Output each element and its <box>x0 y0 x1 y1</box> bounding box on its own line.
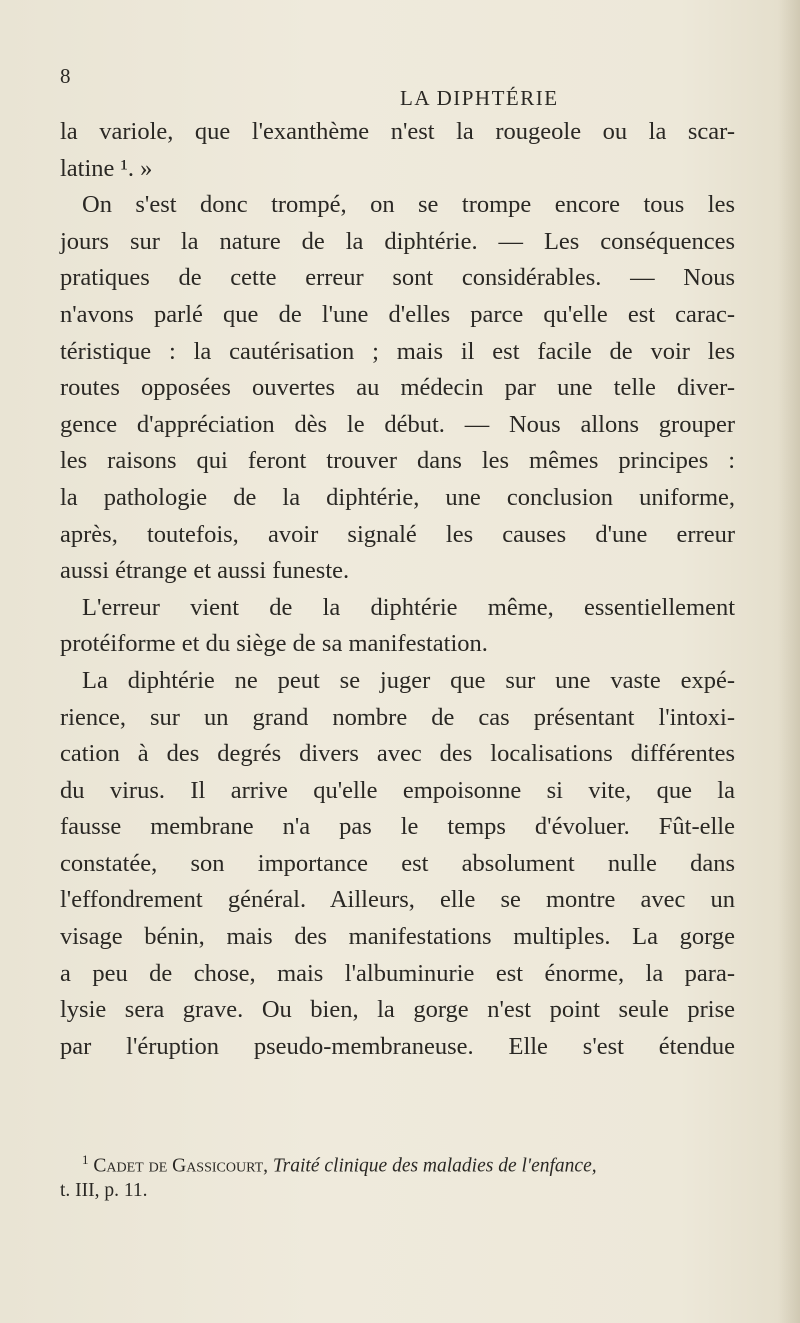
text-line: la pathologie de la diphtérie, une conclusion uniforme, <box>60 483 735 511</box>
footnote-author: Cadet de Gassicourt, <box>93 1155 269 1177</box>
text-line: jours sur la nature de la diphtérie. — Les conséquences <box>60 227 735 255</box>
footnote <box>60 1148 735 1203</box>
text-line: par l'éruption pseudo-membraneuse. Elle s'est étendue <box>60 1032 735 1060</box>
text-line: les raisons qui feront trouver dans les mêmes principes : <box>60 447 735 475</box>
page-edge-shadow <box>778 0 800 1323</box>
footnote-reference: t. III, p. 11. <box>60 1179 148 1201</box>
text-line: visage bénin, mais des manifestations multiples. La gorge <box>60 923 735 951</box>
text-line: lysie sera grave. Ou bien, la gorge n'est point seule prise <box>60 996 735 1024</box>
footnote-title: Traité clinique des maladies de l'enfance, <box>272 1155 597 1177</box>
text-line: après, toutefois, avoir signalé les causes d'une erreur <box>60 520 735 548</box>
body-text <box>60 114 735 1065</box>
footnote-line <box>60 1148 735 1179</box>
text-line: routes opposées ouvertes au médecin par une telle diver- <box>60 374 735 402</box>
text-line: l'effondrement général. Ailleurs, elle se montre avec un <box>60 886 735 914</box>
running-title: LA DIPHTÉRIE <box>400 86 559 110</box>
text-line: La diphtérie ne peut se juger que sur une vaste expé- <box>82 666 735 694</box>
text-line: téristique : la cautérisation ; mais il est facile de voir les <box>60 337 735 365</box>
text-line: du virus. Il arrive qu'elle empoisonne si vite, que la <box>60 776 735 804</box>
text-line: constatée, son importance est absolument nulle dans <box>60 849 735 877</box>
text-line: gence d'appréciation dès le début. — Nous allons grouper <box>60 410 735 438</box>
page-number: 8 <box>60 64 71 88</box>
text-line: On s'est donc trompé, on se trompe encore tous les <box>82 191 735 219</box>
text-line: protéiforme et du siège de sa manifestation. <box>60 630 488 658</box>
text-line: rience, sur un grand nombre de cas présentant l'intoxi- <box>60 703 735 731</box>
text-line: aussi étrange et aussi funeste. <box>60 557 350 585</box>
text-line: a peu de chose, mais l'albuminurie est énorme, la para- <box>60 959 735 987</box>
text-line: cation à des degrés divers avec des localisations différentes <box>60 740 735 768</box>
text-line: L'erreur vient de la diphtérie même, essentiellement <box>82 593 735 621</box>
text-line: n'avons parlé que de l'une d'elles parce qu'elle est carac- <box>60 300 735 328</box>
footnote-marker: 1 <box>82 1152 89 1167</box>
text-line: pratiques de cette erreur sont considérables. — Nous <box>60 264 735 292</box>
text-line: fausse membrane n'a pas le temps d'évoluer. Fût-elle <box>60 813 735 841</box>
text-line: la variole, que l'exanthème n'est la rougeole ou la scar- <box>60 118 735 145</box>
text-line: latine ¹. » <box>60 154 153 182</box>
